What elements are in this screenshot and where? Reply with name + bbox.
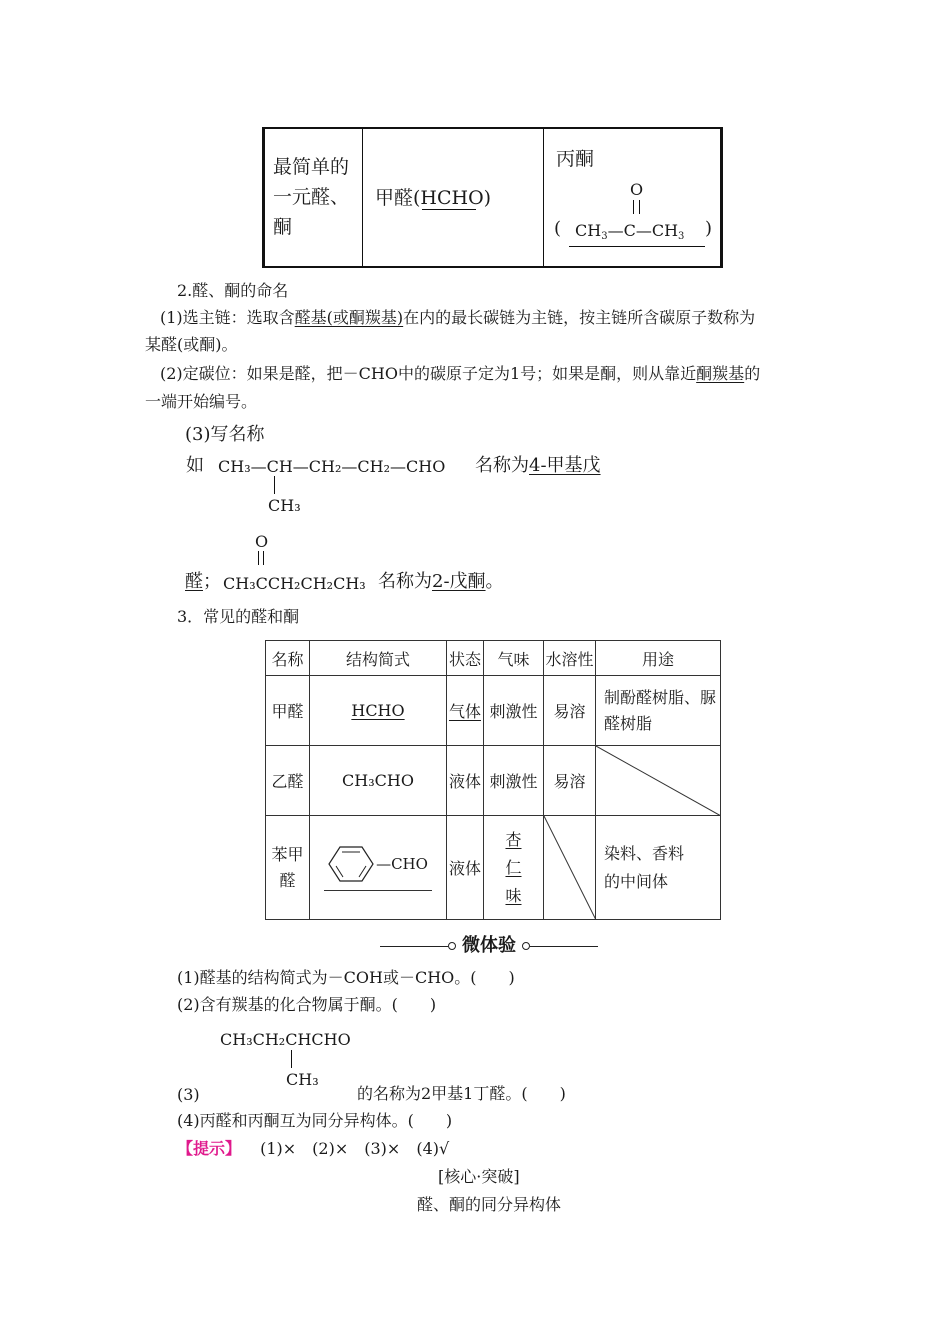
question-3-text: 的名称为2甲基1丁醛。( ) <box>357 1084 566 1103</box>
table-row <box>266 746 721 816</box>
question-4: (4)丙醛和丙酮互为同分异构体。( ) <box>177 1111 453 1130</box>
diagonal-slash <box>544 816 596 920</box>
solubility-cell: 易溶 <box>544 746 596 816</box>
double-bond <box>633 200 640 214</box>
divider <box>380 946 448 947</box>
dot-icon <box>448 942 456 950</box>
benzaldehyde-structure <box>324 844 432 891</box>
smell-cell <box>484 816 544 920</box>
answer-blank: 杏仁味 <box>505 829 522 905</box>
branch-bond <box>291 1050 292 1068</box>
smell-cell: 刺激性 <box>484 676 544 746</box>
subscript: 3 <box>601 231 608 242</box>
header-cell: 气味 <box>484 641 544 676</box>
text: 。 <box>485 571 504 592</box>
example1-branch: CH₃ <box>268 496 301 515</box>
text: (2)定碳位：如果是醛，把－CHO中的碳原子定为1号；如果是酮，则从靠近 <box>160 364 697 383</box>
smell-cell: 刺激性 <box>484 746 544 816</box>
core-title: [核心·突破] <box>438 1167 520 1186</box>
solubility-cell: 易溶 <box>544 676 596 746</box>
question-3-branch: CH₃ <box>286 1070 319 1089</box>
example-prefix: 如 <box>186 455 204 476</box>
answer-blank: HCHO <box>351 701 405 720</box>
acetone-oxygen: O <box>630 180 644 199</box>
formula-text: CHO <box>391 855 428 873</box>
question-3-number: (3) <box>177 1085 200 1104</box>
use-cell <box>596 816 721 920</box>
section3-heading: 3．常见的醛和酮 <box>177 607 300 626</box>
answer-blank: 2-戊酮 <box>432 571 486 592</box>
answer-blank: 气体 <box>448 702 481 721</box>
aldehyde-group: —CHO <box>376 855 428 873</box>
branch-bond <box>274 476 275 494</box>
cell-line: 最简单的 <box>273 156 350 178</box>
table-row <box>266 676 721 746</box>
name-cell: 甲醛 <box>266 676 310 746</box>
subscript: 3 <box>678 231 685 242</box>
answer-blank: 4-甲基戊 <box>529 455 601 476</box>
micro-title: 微体验 <box>462 935 516 956</box>
formula-cell <box>310 676 447 746</box>
text: 在内的最长碳链为主链，按主链所含碳原子数称为 <box>403 308 756 327</box>
formaldehyde-label: 甲醛(HCHO) <box>375 187 492 209</box>
aldehyde-table <box>265 640 721 920</box>
header-cell: 名称 <box>266 641 310 676</box>
table-header-row <box>266 641 721 676</box>
text: 名称为 <box>378 571 432 592</box>
example2-line <box>185 571 221 593</box>
paragraph-position-cont: 一端开始编号。 <box>145 392 258 411</box>
use-cell <box>596 676 721 746</box>
formaldehyde-cell <box>375 186 491 210</box>
acetone-formula <box>575 221 684 241</box>
answer-underline <box>569 246 705 247</box>
simplest-cell <box>273 155 361 239</box>
formula-ch3: CH <box>651 221 679 240</box>
header-cell: 用途 <box>596 641 721 676</box>
text: ； <box>203 571 221 592</box>
question-2: (2)含有羰基的化合物属于酮。( ) <box>177 995 437 1014</box>
text: (1)选主链：选取含 <box>160 308 295 327</box>
section2-heading: 2.醛、酮的命名 <box>177 281 289 300</box>
example2-oxygen: O <box>255 532 269 551</box>
cell-line: 酮 <box>273 216 293 238</box>
top-table <box>262 127 723 268</box>
question-3-formula: CH₃CH₂CHCHO <box>220 1030 351 1049</box>
name-cell: 乙醛 <box>266 746 310 816</box>
paragraph-main-chain-cont: 某醛(或酮)。 <box>145 335 238 354</box>
empty-cell <box>544 816 596 920</box>
example2-formula: CH₃CCH₂CH₂CH₃ <box>223 574 366 593</box>
answer-blank: 醛 <box>185 571 203 592</box>
acetone-title: 丙酮 <box>556 148 595 170</box>
header-cell: 结构简式 <box>310 641 447 676</box>
header-cell: 水溶性 <box>544 641 596 676</box>
question-1: (1)醛基的结构简式为－COH或－CHO。( ) <box>177 968 515 987</box>
paren-close: ) <box>705 218 713 239</box>
paragraph-position <box>160 364 760 384</box>
benzene-ring-icon <box>328 844 376 884</box>
header-cell: 状态 <box>447 641 484 676</box>
state-cell <box>447 676 484 746</box>
formula-ch3: CH <box>575 221 602 240</box>
divider <box>530 946 598 947</box>
example1-name <box>475 455 601 477</box>
state-cell: 液体 <box>447 816 484 920</box>
paragraph-main-chain <box>160 308 755 328</box>
answer-blank: 醛基(或酮羰基) <box>294 308 404 327</box>
diagonal-slash <box>596 746 721 816</box>
hint-line <box>177 1139 449 1159</box>
paren-open: ( <box>554 218 562 239</box>
formula-cell: CH₃CHO <box>310 746 447 816</box>
example1-formula: CH₃—CH—CH₂—CH₂—CHO <box>218 457 446 476</box>
table-divider <box>543 129 544 266</box>
table-row <box>266 816 721 920</box>
formula-c: —C— <box>607 221 652 240</box>
cell-line: 一元醛、 <box>273 186 350 208</box>
use-text: 制酚醛树脂、脲醛树脂 <box>604 687 717 733</box>
text: 的 <box>744 364 761 383</box>
micro-header <box>380 935 598 957</box>
example2-name <box>378 571 504 593</box>
hint-answers: (1)× (2)× (3)× (4)√ <box>260 1139 450 1158</box>
text: 名称为 <box>475 455 529 476</box>
core-subtitle: 醛、酮的同分异构体 <box>417 1195 562 1214</box>
formula-cell <box>310 816 447 920</box>
name-cell: 苯甲醛 <box>266 816 310 920</box>
dot-icon <box>522 942 530 950</box>
empty-cell <box>596 746 721 816</box>
answer-underline <box>422 209 476 210</box>
state-cell: 液体 <box>447 746 484 816</box>
table-divider <box>362 129 363 266</box>
answer-blank: 酮羰基 <box>696 364 745 383</box>
double-bond <box>258 551 264 565</box>
write-name-heading: (3)写名称 <box>185 424 265 445</box>
hint-label: 【提示】 <box>177 1139 242 1158</box>
use-text: 染料、香料的中间体 <box>604 843 685 891</box>
